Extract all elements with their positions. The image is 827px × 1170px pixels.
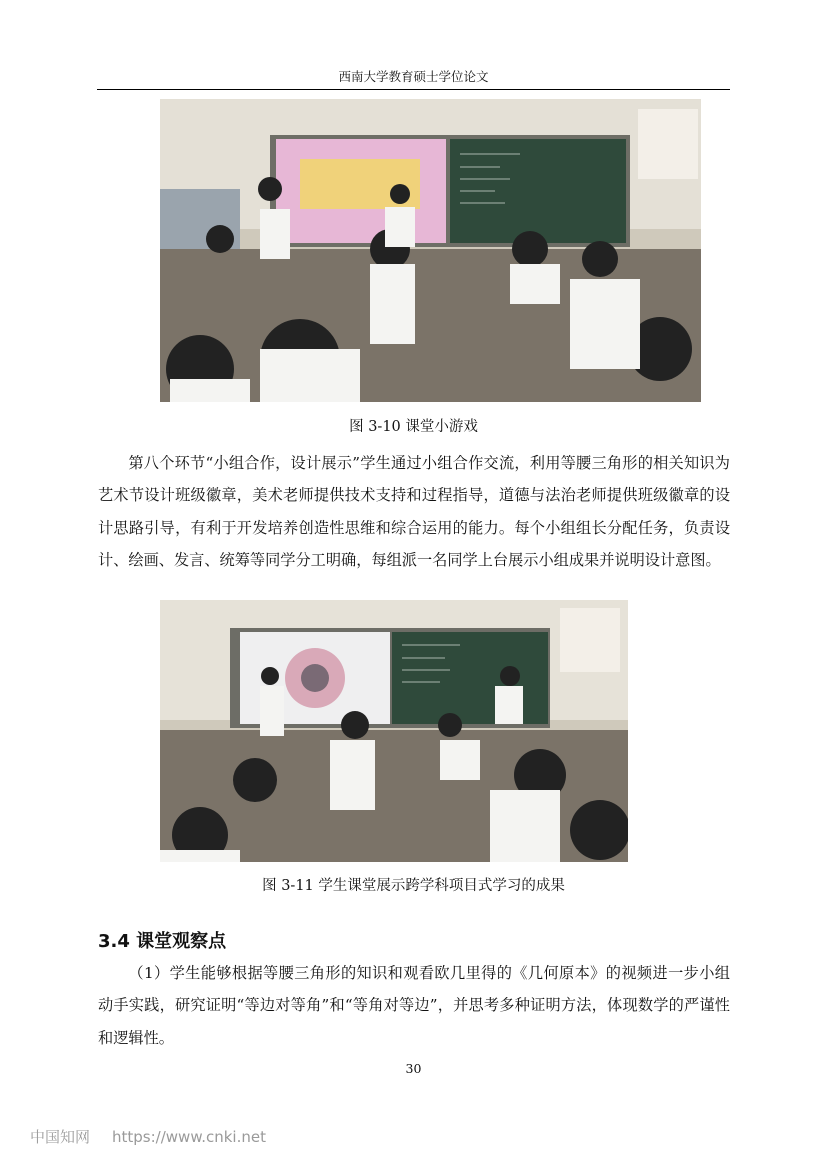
figure-3-10-photo: [160, 99, 701, 402]
body-paragraph: 第八个环节“小组合作，设计展示”学生通过小组合作交流，利用等腰三角形的相关知识为艺术节设计班级徽章，美术老师提供技术支持和过程指导，道德与法治老师提供班级徽章的设计思路引导，有利于开发培养创造性思维和综合运用的能力。每个小组组长分配任务，负责设计、绘画、发言、统筹等同学分工明确，每组派一名同学上台展示小组成果并说明设计意图。: [98, 454, 730, 570]
figure-3-10-caption: 图 3-10 课堂小游戏: [349, 419, 478, 435]
brand-label: 中国知网: [30, 1128, 91, 1146]
figure-3-11-photo: [160, 600, 628, 862]
page-number: 30: [405, 1061, 422, 1076]
running-header: 西南大学教育硕士学位论文: [338, 69, 489, 84]
body-paragraph: （1）学生能够根据等腰三角形的知识和观看欧几里得的《几何原本》的视频进一步小组动手实践，研究证明“等边对等角”和“等角对等边”，并思考多种证明方法，体现数学的严谨性和逻辑性。: [98, 964, 730, 1047]
figure-3-11-caption: 图 3-11 学生课堂展示跨学科项目式学习的成果: [262, 878, 565, 894]
section-heading: 3.4 课堂观察点: [98, 931, 227, 952]
header-divider: [97, 89, 730, 90]
watermark-footer: [30, 1126, 288, 1148]
brand-url[interactable]: https://www.cnki.net: [112, 1128, 266, 1146]
